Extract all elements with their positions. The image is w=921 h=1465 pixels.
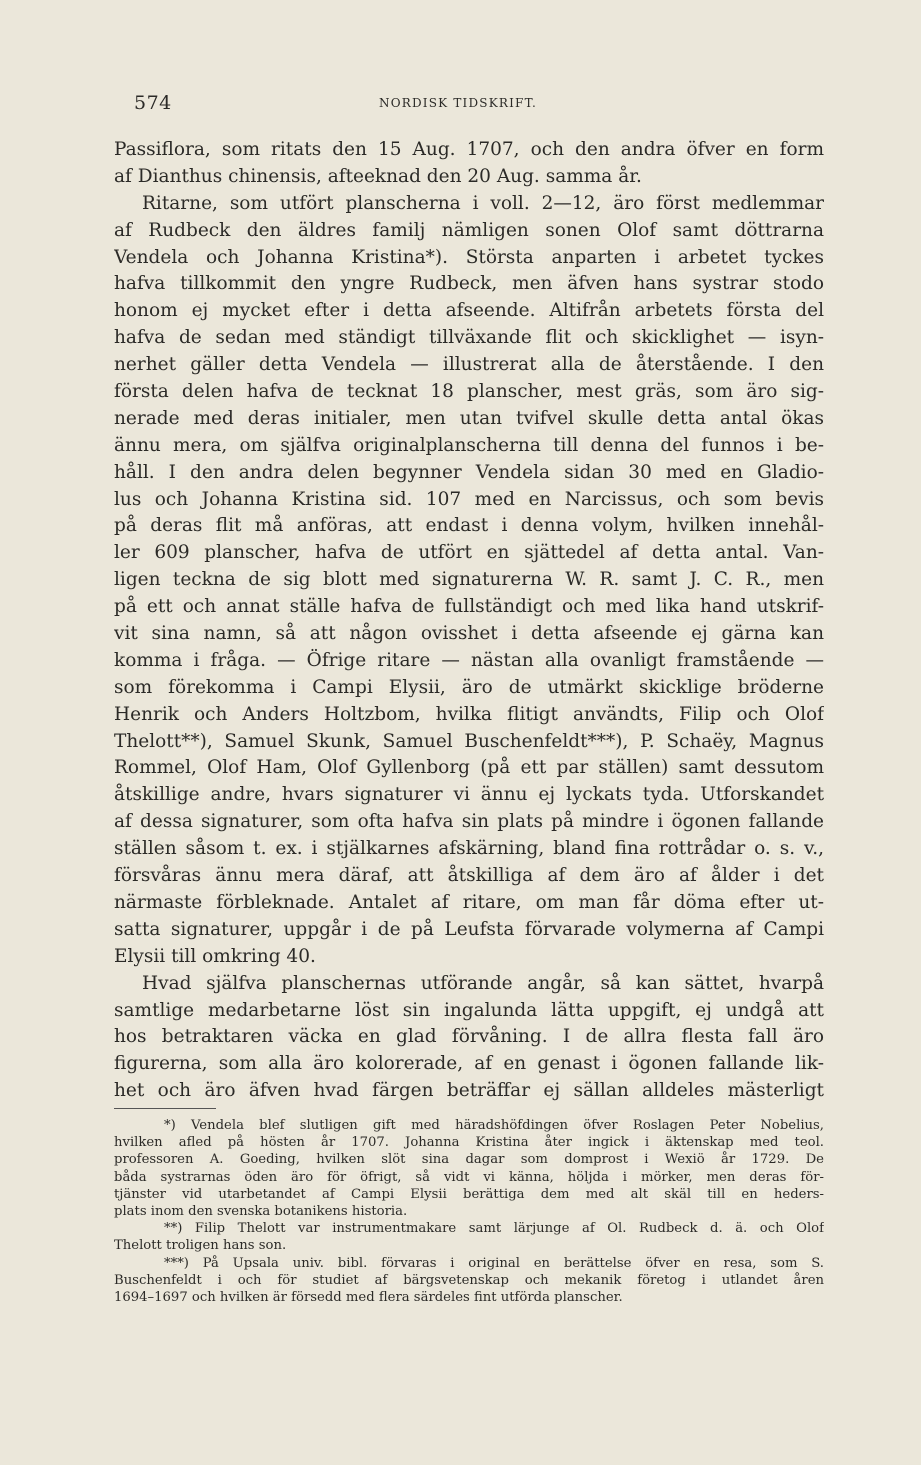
body-line: honom ej mycket efter i detta afseende. Altifrån arbetets första del [114, 300, 824, 322]
body-line: Vendela och Johanna Kristina*). Största anparten i arbetet tyckes [114, 246, 824, 268]
footnote-line: Thelott troligen hans son. [114, 1238, 287, 1254]
footnote-line: 1694–1697 och hvilken är försedd med flera särdeles fint utförda planscher. [114, 1289, 623, 1305]
footnotes [114, 1117, 824, 1306]
footnote-line: ***) På Upsala univ. bibl. förvaras i original en berättelse öfver en resa, som S. [164, 1255, 824, 1271]
body-line: hos betraktaren väcka en glad förvåning. I de allra flesta fall äro [114, 1026, 824, 1048]
footnote-line: plats inom den svenska botanikens historia. [114, 1203, 408, 1219]
body-line: lus och Johanna Kristina sid. 107 med en Narcissus, och som bevis [114, 488, 824, 510]
body-line: Rommel, Olof Ham, Olof Gyllenborg (på ett par ställen) samt dessutom [114, 757, 824, 779]
page-header [134, 92, 824, 118]
body-line: ligen teckna de sig blott med signaturerna W. R. samt J. C. R., men [114, 569, 824, 591]
body-text [114, 137, 824, 1105]
body-line: Ritarne, som utfört planscherna i voll. 2—12, äro först medlemmar [142, 192, 824, 214]
body-line: ställen såsom t. ex. i stjälkarnes afskärning, bland fina rottrådar o. s. v., [114, 838, 824, 860]
body-line: åtskillige andre, hvars signaturer vi ännu ej lyckats tyda. Utforskandet [114, 784, 824, 806]
body-line: Hvad själfva planschernas utförande angår, så kan sättet, hvarpå [142, 972, 824, 994]
footnote-line: Buschenfeldt i och för studiet af bärgsvetenskap och mekanik företog i utlandet åren [114, 1272, 824, 1288]
body-line: het och äro äfven hvad färgen beträffar ej sällan alldeles mästerligt [114, 1080, 824, 1102]
body-line: af dessa signaturer, som ofta hafva sin plats på mindre i ögonen fallande [114, 811, 824, 833]
body-line: första delen hafva de tecknat 18 planscher, mest gräs, som äro sig- [114, 381, 824, 403]
body-line: som förekomma i Campi Elysii, äro de utmärkt skicklige bröderne [114, 676, 824, 698]
footnote-line: hvilken afled på hösten år 1707. Johanna Kristina åter ingick i äktenskap med teol. [114, 1135, 824, 1151]
body-line: hafva de sedan med ständigt tillväxande flit och skicklighet — isyn- [114, 327, 824, 349]
body-line: af Dianthus chinensis, afteeknad den 20 Aug. samma år. [114, 165, 642, 187]
body-line: samtlige medarbetarne löst sin ingalunda lätta uppgift, ej undgå att [114, 999, 824, 1021]
body-line: Elysii till omkring 40. [114, 945, 316, 967]
footnote-line: båda systrarnas öden äro för öfrigt, så vidt vi känna, höljda i mörker, men deras för- [114, 1169, 824, 1185]
footnote-line: **) Filip Thelott var instrumentmakare samt lärjunge af Ol. Rudbeck d. ä. och Olof [164, 1221, 824, 1237]
body-line: Passiflora, som ritats den 15 Aug. 1707, och den andra öfver en form [114, 139, 824, 160]
body-line: hafva tillkommit den yngre Rudbeck, men äfven hans systrar stodo [114, 273, 824, 295]
body-line: nerhet gäller detta Vendela — illustrerat alla de återstående. I den [114, 354, 824, 376]
body-line: af Rudbeck den äldres familj nämligen sonen Olof samt döttrarna [114, 219, 824, 241]
body-line: närmaste förbleknade. Antalet af ritare, om man får döma efter ut- [114, 891, 824, 913]
body-line: nerade med deras initialer, men utan tvifvel skulle detta antal ökas [114, 407, 824, 429]
body-line: Henrik och Anders Holtzbom, hvilka flitigt användts, Filip och Olof [114, 703, 824, 725]
body-line: på ett och annat ställe hafva de fullständigt och med lika hand utskrif- [114, 596, 824, 618]
footnote-line: tjänster vid utarbetandet af Campi Elysii berättiga dem med alt skäl till en heders- [114, 1186, 824, 1202]
body-line: ännu mera, om själfva originalplanscherna till denna del funnos i be- [114, 434, 824, 456]
footnote-line: professoren A. Goeding, hvilken slöt sina dagar som domprost i Wexiö år 1729. De [114, 1152, 824, 1168]
body-line: komma i fråga. — Öfrige ritare — nästan alla ovanligt framstående — [114, 649, 824, 671]
body-line: figurerna, som alla äro kolorerade, af en genast i ögonen fallande lik- [114, 1053, 824, 1075]
body-line: Thelott**), Samuel Skunk, Samuel Buschenfeldt***), P. Schaëy, Magnus [114, 730, 824, 752]
running-head: NORDISK TIDSKRIFT. [379, 96, 538, 110]
footnote-divider [114, 1108, 216, 1109]
body-line: vit sina namn, så att någon ovisshet i detta afseende ej gärna kan [114, 623, 824, 645]
page-number: 574 [134, 92, 172, 114]
body-line: satta signaturer, uppgår i de på Leufsta förvarade volymerna af Campi [114, 918, 824, 940]
footnote-line: *) Vendela blef slutligen gift med häradshöfdingen öfver Roslagen Peter Nobelius, [164, 1118, 824, 1133]
body-line: på deras flit må anföras, att endast i denna volym, hvilken innehål- [114, 515, 824, 537]
body-line: ler 609 planscher, hafva de utfört en sjättedel af detta antal. Van- [114, 542, 824, 564]
body-line: håll. I den andra delen begynner Vendela sidan 30 med en Gladio- [114, 461, 824, 483]
body-line: försvåras ännu mera däraf, att åtskilliga af dem äro af ålder i det [114, 865, 824, 887]
